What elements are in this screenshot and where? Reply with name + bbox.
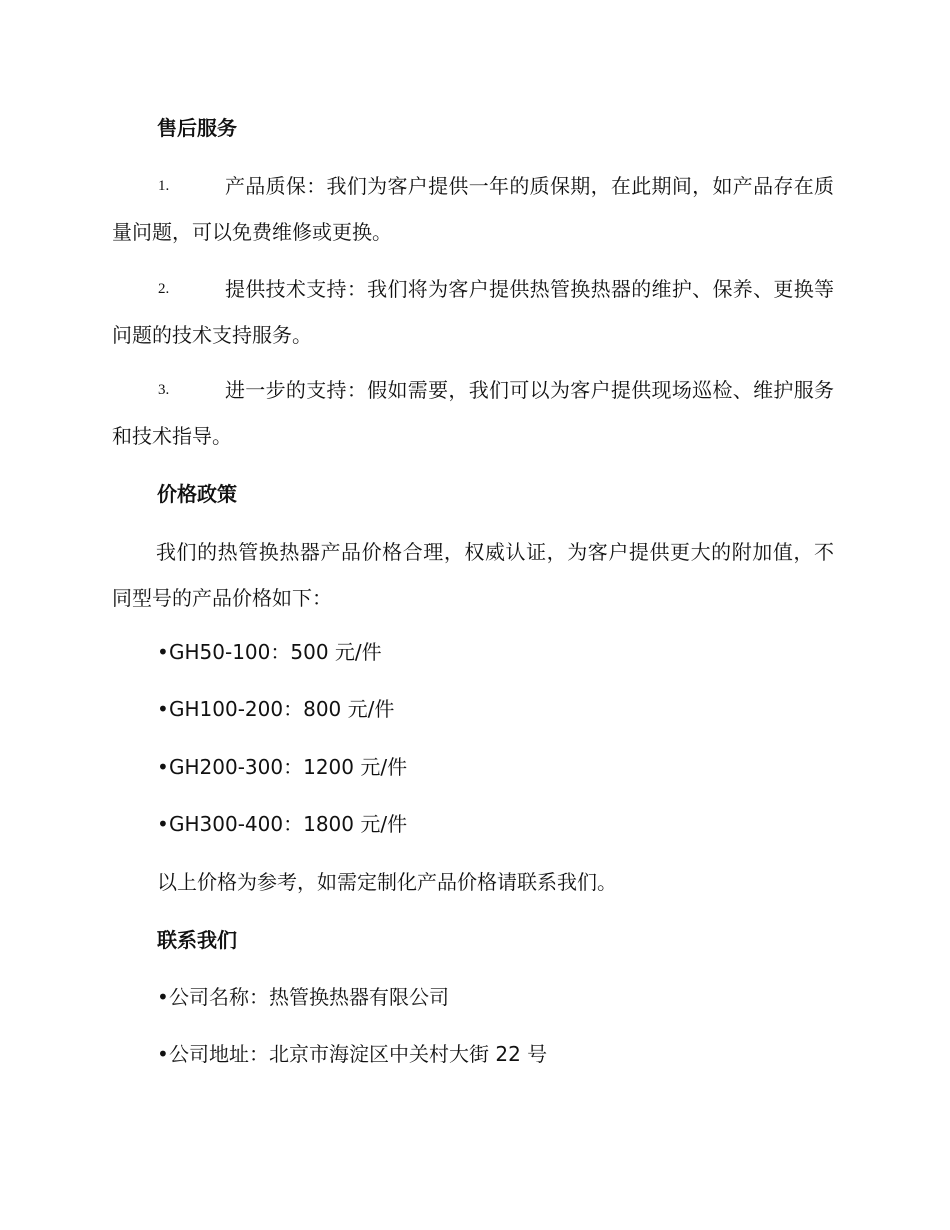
price-text: GH300-400：1800 元/件 (169, 812, 408, 836)
contact-text: 公司名称：热管换热器有限公司 (169, 985, 449, 1009)
list-item-warranty (112, 163, 834, 255)
list-text: 产品质保：我们为客户提供一年的质保期，在此期间，如产品存在质量问题，可以免费维修或更换。 (112, 174, 834, 244)
section-title-pricing: 价格政策 (157, 482, 237, 506)
contact-text: 公司地址：北京市海淀区中关村大街 22 号 (169, 1042, 548, 1066)
contact-item-company-name (157, 983, 449, 1011)
bullet-dot: • (157, 1042, 169, 1066)
bullet-dot: • (157, 812, 169, 836)
list-number: 1. (158, 178, 170, 194)
list-number: 2. (158, 281, 170, 297)
price-text: GH100-200：800 元/件 (169, 697, 395, 721)
section-title-after-sales: 售后服务 (157, 116, 237, 140)
price-item (157, 810, 407, 838)
list-text: 提供技术支持：我们将为客户提供热管换热器的维护、保养、更换等问题的技术支持服务。 (112, 277, 834, 347)
bullet-dot: • (157, 985, 169, 1009)
list-item-further-support (112, 367, 834, 459)
bullet-dot: • (157, 640, 169, 664)
price-item (157, 638, 382, 666)
pricing-note: 以上价格为参考，如需定制化产品价格请联系我们。 (157, 870, 617, 894)
section-title-contact: 联系我们 (157, 928, 237, 952)
price-text: GH200-300：1200 元/件 (169, 755, 408, 779)
price-item (157, 695, 394, 723)
bullet-dot: • (157, 755, 169, 779)
list-item-tech-support (112, 266, 834, 358)
list-number: 3. (158, 382, 170, 398)
bullet-dot: • (157, 697, 169, 721)
list-text: 进一步的支持：假如需要，我们可以为客户提供现场巡检、维护服务和技术指导。 (112, 378, 834, 448)
pricing-intro: 我们的热管换热器产品价格合理，权威认证，为客户提供更大的附加值，不同型号的产品价格如下： (112, 540, 834, 610)
price-text: GH50-100：500 元/件 (169, 640, 382, 664)
contact-item-company-address (157, 1040, 547, 1068)
price-item (157, 753, 407, 781)
